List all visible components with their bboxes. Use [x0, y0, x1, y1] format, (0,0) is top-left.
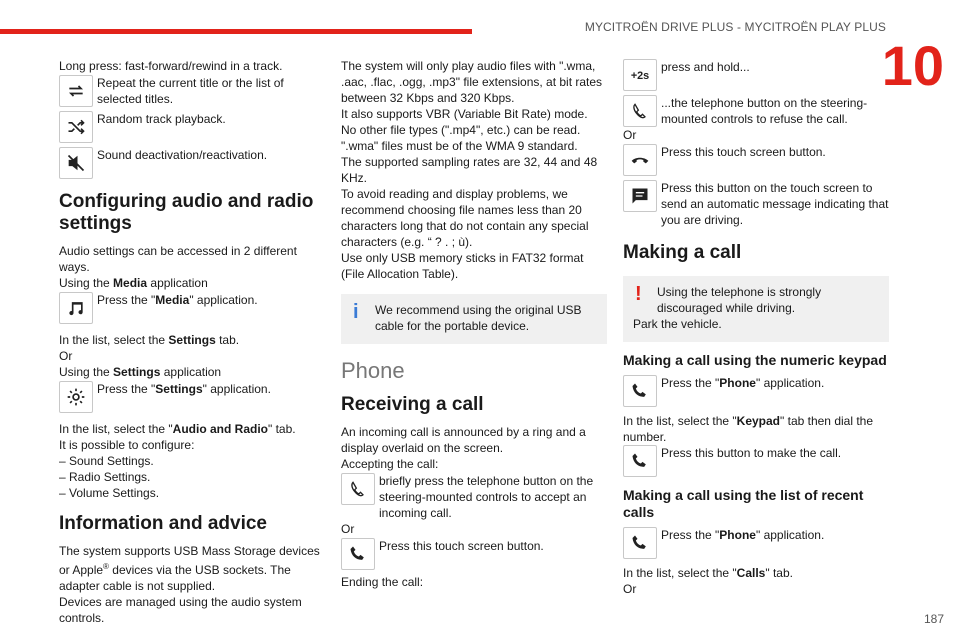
refuse-row: ...the telephone button on the steering-mounted controls to refuse the call.	[623, 95, 889, 127]
heading-phone: Phone	[341, 358, 405, 383]
heading-numeric-keypad: Making a call using the numeric keypad	[623, 352, 887, 368]
repeat-row: Repeat the current title or the list of selected titles.	[59, 75, 325, 107]
random-row: Random track playback.	[59, 111, 325, 143]
heading-receiving-call: Receiving a call	[341, 394, 484, 415]
svg-text:+2s: +2s	[630, 70, 650, 83]
header-accent-bar	[0, 29, 472, 34]
long-press-text: Long press: fast-forward/rewind in a track.	[59, 59, 283, 73]
phone-app-row-2: Press the "Phone" application.	[623, 527, 889, 559]
music-note-icon	[59, 292, 93, 324]
column-3: +2s press and hold... ...the telephone button on the steering-mounted controls to refuse the call. Or Press this touch screen button. Press this button on the touch screen to send an automatic message indicating that you are driving. Making a call ! Using the telephone is strongly discouraged while driving. Park the vehicle. Making a call using the numeric keypad Press the "Phone" application. In the list, select the "Keypad" tab then dial the number. Press this button to make the call. Making a call using the list of recent calls Press the "Phone" application. In the list, select the "Calls" tab. Or	[623, 60, 889, 596]
phone-icon	[341, 538, 375, 570]
touch-accept-row: Press this touch screen button.	[341, 538, 607, 570]
media-app-row: Press the "Media" application.	[59, 292, 325, 324]
mute-icon	[59, 147, 93, 179]
message-icon	[623, 180, 657, 212]
make-call-row: Press this button to make the call.	[623, 429, 889, 477]
phone-icon	[623, 375, 657, 407]
phone-icon	[623, 527, 657, 559]
info-icon: i	[353, 301, 359, 323]
shuffle-icon	[59, 111, 93, 143]
phone-icon	[623, 445, 657, 477]
auto-message-row: Press this button on the touch screen to send an automatic message indicating that you are driving.	[623, 180, 889, 228]
settings-app-row: Press the "Settings" application.	[59, 381, 325, 413]
steering-telephone-icon	[623, 95, 657, 127]
column-1: Long press: fast-forward/rewind in a track. Repeat the current title or the list of selected titles. Random track playback. Sound deactivation/reactivation. Configuring audio and radio settings Audio settings can be accessed in 2 different ways. Using the Media application Press the "Media" application. In the list, select the Settings tab. Or Using the Settings application Press the "Settings" application. In the list, select the "Audio and Radio" tab. It is possible to configure: – Sound Settings. – Radio Settings. – Volume Settings. Information and advice The system supports USB Mass Storage devices or Apple® devices via the USB sockets. The adapter cable is not supplied. Devices are managed using the audio system controls.	[59, 58, 325, 626]
running-header: MYCITROËN DRIVE PLUS - MYCITROËN PLAY PLUS	[584, 20, 886, 34]
info-note: i We recommend using the original USB cable for the portable device.	[341, 294, 607, 344]
press-hold-row: +2s press and hold...	[623, 59, 889, 91]
heading-making-call: Making a call	[623, 242, 742, 263]
hangup-row: Press this touch screen button.	[623, 144, 889, 176]
heading-information-advice: Information and advice	[59, 513, 267, 534]
hang-up-icon	[623, 144, 657, 176]
warning-icon: !	[635, 283, 642, 305]
phone-app-row: Press the "Phone" application.	[623, 375, 889, 407]
chapter-number: 10	[881, 34, 944, 97]
mute-row: Sound deactivation/reactivation.	[59, 147, 325, 179]
steering-phone-row: briefly press the telephone button on the steering-mounted controls to accept an incoming call.	[341, 473, 607, 521]
column-2: The system will only play audio files with ".wma, .aac, .flac, .ogg, .mp3" file extensions, at bit rates between 32 Kbps and 320 Kbps. It also supports VBR (Variable Bit Rate) mode. No other file types (".mp4", etc.) can be read. ".wma" files must be of the WMA 9 standard. The supported sampling rates are 32, 44 and 48 KHz. To avoid reading and display problems, we recommend choosing file names less than 20 characters long that do not contain any special characters (e.g. “ ? . ; ù). Use only USB memory sticks in FAT32 format (File Allocation Table). i We recommend using the original USB cable for the portable device. Phone Receiving a call An incoming call is announced by a ring and a display overlaid on the screen. Accepting the call: briefly press the telephone button on the steering-mounted controls to accept an incoming call. Or Press this touch screen button. Ending the call:	[341, 58, 607, 590]
warning-note: ! Using the telephone is strongly discouraged while driving. Park the vehicle.	[623, 276, 889, 342]
steering-telephone-icon	[341, 473, 375, 505]
page-number: 187	[923, 612, 944, 626]
heading-configuring-audio: Configuring audio and radio settings	[59, 191, 314, 234]
heading-recent-calls: Making a call using the list of recent calls	[623, 487, 864, 520]
gear-icon	[59, 381, 93, 413]
repeat-icon	[59, 75, 93, 107]
plus-2s-icon	[623, 59, 657, 91]
